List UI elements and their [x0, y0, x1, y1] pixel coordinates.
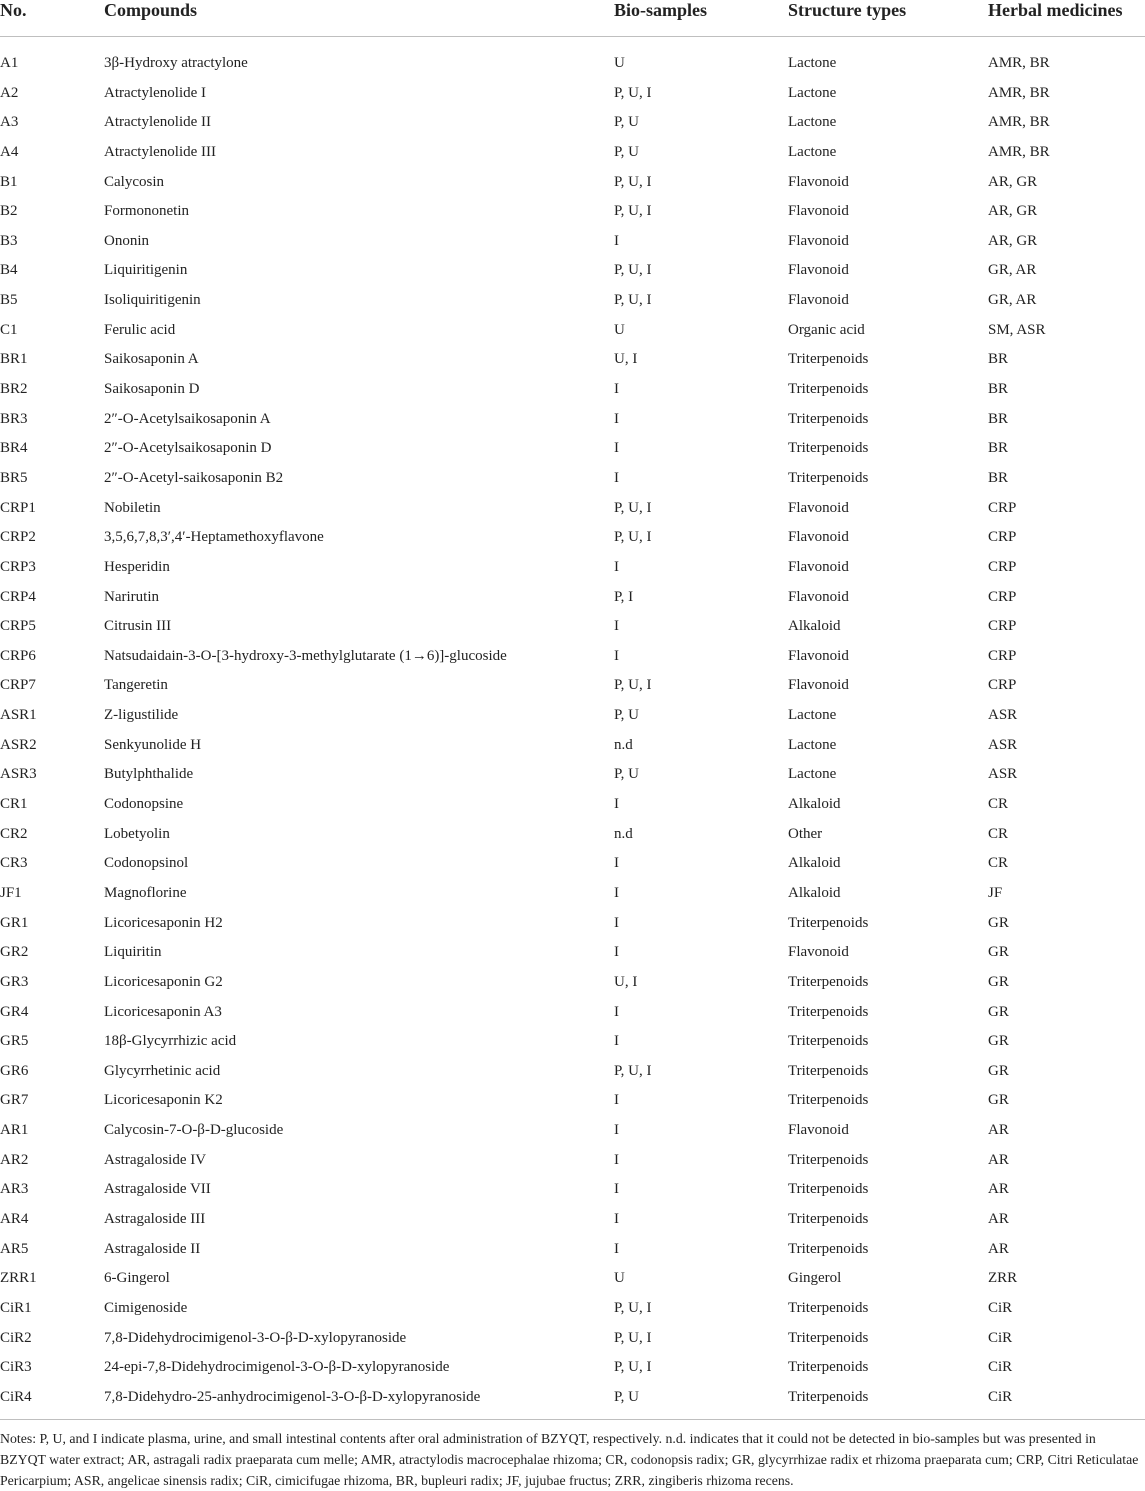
cell-no: JF1	[0, 884, 22, 901]
table-row	[0, 1027, 1145, 1057]
cell-compound: Z-ligustilide	[104, 707, 179, 724]
cell-no: BR1	[0, 351, 28, 368]
cell-herbal-medicine: BR	[988, 381, 1009, 398]
cell-herbal-medicine: AR	[988, 1240, 1009, 1257]
cell-herbal-medicine: GR	[988, 914, 1009, 931]
cell-compound: Citrusin III	[104, 618, 172, 635]
cell-no: GR2	[0, 944, 29, 961]
table-row	[0, 256, 1145, 286]
cell-structure-type: Flavonoid	[788, 558, 849, 575]
cell-compound: Codonopsinol	[104, 855, 189, 872]
cell-structure-type: Triterpenoids	[788, 1299, 869, 1316]
cell-herbal-medicine: AMR, BR	[988, 114, 1050, 131]
cell-no: CRP6	[0, 647, 36, 664]
table-row	[0, 168, 1145, 198]
cell-bio-samples: P, I	[614, 588, 634, 605]
cell-structure-type: Flavonoid	[788, 232, 849, 249]
cell-compound: 2″-O-Acetylsaikosaponin A	[104, 410, 271, 427]
cell-compound: Licoricesaponin H2	[104, 914, 223, 931]
table-row	[0, 1353, 1145, 1383]
cell-bio-samples: P, U, I	[614, 677, 652, 694]
cell-herbal-medicine: CRP	[988, 499, 1017, 516]
table-row	[0, 1086, 1145, 1116]
cell-no: A1	[0, 55, 19, 71]
cell-no: GR6	[0, 1062, 29, 1079]
table-row	[0, 968, 1145, 998]
cell-compound: Hesperidin	[104, 558, 170, 575]
cell-no: B3	[0, 232, 18, 249]
cell-herbal-medicine: CR	[988, 855, 1009, 872]
cell-compound: 18β-Glycyrrhizic acid	[104, 1033, 237, 1050]
cell-structure-type: Flavonoid	[788, 173, 849, 190]
cell-herbal-medicine: GR, AR	[988, 292, 1037, 309]
cell-herbal-medicine: AMR, BR	[988, 84, 1050, 101]
cell-structure-type: Triterpenoids	[788, 1210, 869, 1227]
cell-bio-samples: I	[614, 1151, 619, 1168]
cell-herbal-medicine: SM, ASR	[988, 321, 1046, 338]
cell-no: BR5	[0, 469, 28, 486]
cell-herbal-medicine: CiR	[988, 1299, 1013, 1316]
cell-bio-samples: I	[614, 1003, 619, 1020]
table-row	[0, 790, 1145, 820]
cell-bio-samples: I	[614, 232, 619, 249]
cell-herbal-medicine: ASR	[988, 766, 1018, 783]
cell-no: B5	[0, 292, 18, 309]
cell-no: CRP2	[0, 529, 36, 546]
cell-herbal-medicine: CR	[988, 825, 1009, 842]
cell-herbal-medicine: ASR	[988, 736, 1018, 753]
cell-herbal-medicine: GR, AR	[988, 262, 1037, 279]
table-bottom-rule	[0, 1419, 1145, 1420]
cell-herbal-medicine: AR	[988, 1181, 1009, 1198]
cell-bio-samples: I	[614, 855, 619, 872]
cell-structure-type: Triterpenoids	[788, 1240, 869, 1257]
table-row	[0, 405, 1145, 435]
cell-no: A4	[0, 143, 19, 160]
table-row	[0, 1264, 1145, 1294]
cell-compound: 3,5,6,7,8,3′,4′-Heptamethoxyflavone	[104, 529, 324, 546]
cell-bio-samples: I	[614, 884, 619, 901]
cell-bio-samples: I	[614, 440, 619, 457]
cell-bio-samples: I	[614, 1210, 619, 1227]
cell-compound: Ononin	[104, 232, 149, 249]
table-row	[0, 701, 1145, 731]
cell-herbal-medicine: GR	[988, 1003, 1009, 1020]
table-row	[0, 879, 1145, 909]
cell-structure-type: Triterpenoids	[788, 1329, 869, 1346]
cell-bio-samples: U, I	[614, 973, 638, 990]
cell-compound: Saikosaponin D	[104, 381, 200, 398]
cell-structure-type: Other	[788, 825, 823, 842]
cell-compound: 7,8-Didehydro-25-anhydrocimigenol-3-O-β-D-xylopyranoside	[104, 1388, 481, 1405]
header-no: No.	[0, 0, 27, 20]
cell-bio-samples: P, U	[614, 707, 640, 724]
cell-structure-type: Triterpenoids	[788, 381, 869, 398]
cell-compound: Atractylenolide I	[104, 84, 207, 101]
cell-structure-type: Triterpenoids	[788, 1092, 869, 1109]
table-row	[0, 760, 1145, 790]
cell-bio-samples: P, U, I	[614, 1062, 652, 1079]
cell-structure-type: Triterpenoids	[788, 1388, 869, 1405]
cell-compound: Calycosin	[104, 173, 164, 190]
cell-no: ASR1	[0, 707, 37, 724]
table-row	[0, 464, 1145, 494]
cell-structure-type: Alkaloid	[788, 884, 841, 901]
table-row	[0, 1294, 1145, 1324]
cell-herbal-medicine: CiR	[988, 1388, 1013, 1405]
cell-herbal-medicine: AMR, BR	[988, 55, 1050, 71]
cell-herbal-medicine: ASR	[988, 707, 1018, 724]
table-header	[0, 0, 1145, 37]
table-row	[0, 345, 1145, 375]
cell-compound: Tangeretin	[104, 677, 168, 694]
cell-no: AR1	[0, 1122, 29, 1139]
cell-structure-type: Triterpenoids	[788, 410, 869, 427]
cell-structure-type: Triterpenoids	[788, 914, 869, 931]
table-row	[0, 1116, 1145, 1146]
cell-herbal-medicine: CRP	[988, 529, 1017, 546]
cell-compound: Calycosin-7-O-β-D-glucoside	[104, 1122, 284, 1139]
cell-structure-type: Triterpenoids	[788, 469, 869, 486]
cell-compound: Lobetyolin	[104, 825, 170, 842]
cell-no: GR1	[0, 914, 29, 931]
table-notes: Notes: P, U, and I indicate plasma, urine, and small intestinal contents after oral administration of BZYQT, respectively. n.d. indicates that it could not be detected in bio-samples but was presented in BZYQT water extract; AR, astragali radix praeparata cum melle; AMR, atractylodis macrocephalae rhizoma; CR, codonopsis radix; GR, glycyrrhizae radix et rhizoma praeparata cum; CRP, Citri Reticulatae Pericarpium; ASR, angelicae sinensis radix; CiR, cimicifugae rhizoma, BR, bupleuri radix; JF, jujubae fructus; ZRR, zingiberis rhizoma recens.	[0, 1431, 1139, 1488]
table-row	[0, 583, 1145, 613]
cell-bio-samples: P, U	[614, 1388, 640, 1405]
cell-structure-type: Alkaloid	[788, 796, 841, 813]
cell-compound: Atractylenolide III	[104, 143, 217, 160]
table-row	[0, 375, 1145, 405]
cell-no: GR3	[0, 973, 29, 990]
cell-structure-type: Alkaloid	[788, 855, 841, 872]
cell-no: C1	[0, 321, 18, 338]
table-row	[0, 938, 1145, 968]
cell-herbal-medicine: GR	[988, 1092, 1009, 1109]
cell-compound: Ferulic acid	[104, 321, 176, 338]
table-row	[0, 909, 1145, 939]
table-row	[0, 1146, 1145, 1176]
cell-structure-type: Gingerol	[788, 1270, 842, 1287]
cell-compound: 2″-O-Acetylsaikosaponin D	[104, 440, 272, 457]
cell-bio-samples: U	[614, 321, 625, 338]
cell-herbal-medicine: GR	[988, 1062, 1009, 1079]
cell-herbal-medicine: CiR	[988, 1329, 1013, 1346]
cell-bio-samples: P, U	[614, 143, 640, 160]
cell-bio-samples: P, U, I	[614, 292, 652, 309]
cell-no: CR3	[0, 855, 28, 872]
cell-structure-type: Triterpenoids	[788, 973, 869, 990]
table-row	[0, 642, 1145, 672]
header-herbal-medicines: Herbal medicines	[988, 0, 1123, 20]
table-row	[0, 1235, 1145, 1265]
cell-no: CRP7	[0, 677, 36, 694]
cell-herbal-medicine: AR, GR	[988, 203, 1038, 220]
cell-compound: 24-epi-7,8-Didehydrocimigenol-3-O-β-D-xylopyranoside	[104, 1359, 450, 1376]
cell-herbal-medicine: AR	[988, 1210, 1009, 1227]
cell-herbal-medicine: AR, GR	[988, 232, 1038, 249]
cell-no: BR4	[0, 440, 28, 457]
cell-no: A3	[0, 114, 19, 131]
table-row	[0, 227, 1145, 257]
cell-no: BR2	[0, 381, 28, 398]
cell-no: GR4	[0, 1003, 29, 1020]
cell-no: BR3	[0, 410, 28, 427]
cell-compound: Senkyunolide H	[104, 736, 202, 753]
cell-bio-samples: P, U, I	[614, 529, 652, 546]
cell-structure-type: Alkaloid	[788, 618, 841, 635]
cell-bio-samples: I	[614, 1181, 619, 1198]
cell-bio-samples: I	[614, 647, 619, 664]
cell-herbal-medicine: ZRR	[988, 1270, 1018, 1287]
cell-bio-samples: I	[614, 618, 619, 635]
cell-no: ASR3	[0, 766, 37, 783]
cell-bio-samples: n.d	[614, 825, 633, 842]
cell-compound: Narirutin	[104, 588, 159, 605]
cell-herbal-medicine: CiR	[988, 1359, 1013, 1376]
cell-no: CRP5	[0, 618, 36, 635]
cell-compound: Isoliquiritigenin	[104, 292, 201, 309]
cell-compound: 3β-Hydroxy atractylone	[104, 55, 248, 71]
cell-bio-samples: I	[614, 469, 619, 486]
table-row	[0, 108, 1145, 138]
cell-bio-samples: P, U, I	[614, 1329, 652, 1346]
cell-herbal-medicine: CR	[988, 796, 1009, 813]
cell-bio-samples: P, U, I	[614, 173, 652, 190]
cell-compound: 2″-O-Acetyl-saikosaponin B2	[104, 469, 284, 486]
cell-compound: Codonopsine	[104, 796, 184, 813]
cell-structure-type: Flavonoid	[788, 203, 849, 220]
cell-bio-samples: P, U, I	[614, 84, 652, 101]
cell-bio-samples: U, I	[614, 351, 638, 368]
cell-compound: Astragaloside IV	[104, 1151, 207, 1168]
cell-compound: Licoricesaponin K2	[104, 1092, 223, 1109]
cell-bio-samples: P, U, I	[614, 262, 652, 279]
cell-compound: Nobiletin	[104, 499, 161, 516]
cell-compound: Astragaloside III	[104, 1210, 206, 1227]
cell-no: CR2	[0, 825, 28, 842]
cell-compound: Licoricesaponin G2	[104, 973, 223, 990]
cell-compound: Liquiritin	[104, 944, 162, 961]
cell-structure-type: Lactone	[788, 707, 837, 724]
cell-bio-samples: P, U, I	[614, 1359, 652, 1376]
table-row	[0, 79, 1145, 109]
cell-herbal-medicine: BR	[988, 410, 1009, 427]
table-row	[0, 286, 1145, 316]
cell-structure-type: Organic acid	[788, 321, 865, 338]
table-row	[0, 49, 1145, 79]
cell-no: GR5	[0, 1033, 29, 1050]
cell-structure-type: Triterpenoids	[788, 1181, 869, 1198]
cell-structure-type: Triterpenoids	[788, 1003, 869, 1020]
cell-compound: Formononetin	[104, 203, 189, 220]
cell-structure-type: Flavonoid	[788, 647, 849, 664]
cell-structure-type: Flavonoid	[788, 262, 849, 279]
cell-no: CRP4	[0, 588, 36, 605]
table-row	[0, 553, 1145, 583]
cell-structure-type: Triterpenoids	[788, 1062, 869, 1079]
cell-bio-samples: I	[614, 914, 619, 931]
cell-structure-type: Lactone	[788, 766, 837, 783]
header-structure-types: Structure types	[788, 0, 907, 20]
cell-compound: Astragaloside II	[104, 1240, 201, 1257]
table-row	[0, 731, 1145, 761]
cell-compound: Atractylenolide II	[104, 114, 212, 131]
cell-bio-samples: I	[614, 381, 619, 398]
cell-herbal-medicine: CRP	[988, 647, 1017, 664]
cell-herbal-medicine: BR	[988, 351, 1009, 368]
cell-bio-samples: I	[614, 1092, 619, 1109]
cell-compound: Glycyrrhetinic acid	[104, 1062, 221, 1079]
cell-structure-type: Flavonoid	[788, 588, 849, 605]
cell-no: CiR1	[0, 1299, 32, 1316]
cell-structure-type: Flavonoid	[788, 292, 849, 309]
cell-bio-samples: P, U, I	[614, 1299, 652, 1316]
cell-structure-type: Triterpenoids	[788, 1033, 869, 1050]
table-row	[0, 1324, 1145, 1354]
cell-structure-type: Flavonoid	[788, 677, 849, 694]
table-row	[0, 1175, 1145, 1205]
cell-no: B1	[0, 173, 18, 190]
table-row	[0, 1383, 1145, 1413]
table-row	[0, 998, 1145, 1028]
cell-herbal-medicine: CRP	[988, 677, 1017, 694]
table-row	[0, 494, 1145, 524]
table-row	[0, 138, 1145, 168]
cell-no: AR4	[0, 1210, 29, 1227]
cell-bio-samples: P, U	[614, 766, 640, 783]
cell-no: CiR2	[0, 1329, 32, 1346]
table-row	[0, 1057, 1145, 1087]
header-compounds: Compounds	[104, 0, 198, 20]
cell-no: CR1	[0, 796, 28, 813]
table-row	[0, 434, 1145, 464]
cell-no: A2	[0, 84, 19, 101]
cell-compound: 7,8-Didehydrocimigenol-3-O-β-D-xylopyranoside	[104, 1329, 407, 1346]
cell-bio-samples: I	[614, 410, 619, 427]
table-row	[0, 523, 1145, 553]
cell-structure-type: Flavonoid	[788, 1122, 849, 1139]
cell-herbal-medicine: AMR, BR	[988, 143, 1050, 160]
table-row	[0, 612, 1145, 642]
cell-no: GR7	[0, 1092, 29, 1109]
cell-herbal-medicine: CRP	[988, 618, 1017, 635]
cell-no: CiR3	[0, 1359, 32, 1376]
cell-compound: Natsudaidain-3-O-[3-hydroxy-3-methylglutarate (1→6)]-glucoside	[104, 647, 507, 664]
cell-no: ASR2	[0, 736, 37, 753]
cell-herbal-medicine: CRP	[988, 558, 1017, 575]
cell-herbal-medicine: BR	[988, 469, 1009, 486]
cell-bio-samples: I	[614, 796, 619, 813]
table-row	[0, 820, 1145, 850]
cell-no: AR5	[0, 1240, 29, 1257]
cell-bio-samples: U	[614, 55, 625, 71]
cell-bio-samples: I	[614, 1122, 619, 1139]
cell-structure-type: Flavonoid	[788, 499, 849, 516]
cell-structure-type: Triterpenoids	[788, 1359, 869, 1376]
cell-no: CRP1	[0, 499, 36, 516]
cell-bio-samples: n.d	[614, 736, 633, 753]
table-row	[0, 1205, 1145, 1235]
cell-structure-type: Triterpenoids	[788, 440, 869, 457]
cell-bio-samples: I	[614, 558, 619, 575]
cell-herbal-medicine: AR, GR	[988, 173, 1038, 190]
cell-herbal-medicine: GR	[988, 973, 1009, 990]
cell-bio-samples: I	[614, 944, 619, 961]
cell-structure-type: Lactone	[788, 114, 837, 131]
cell-bio-samples: P, U, I	[614, 203, 652, 220]
cell-herbal-medicine: GR	[988, 1033, 1009, 1050]
cell-no: CRP3	[0, 558, 36, 575]
cell-no: ZRR1	[0, 1270, 37, 1287]
cell-herbal-medicine: BR	[988, 440, 1009, 457]
cell-compound: Saikosaponin A	[104, 351, 199, 368]
cell-structure-type: Lactone	[788, 143, 837, 160]
table-row	[0, 316, 1145, 346]
cell-no: B4	[0, 262, 18, 279]
table-row	[0, 849, 1145, 879]
cell-herbal-medicine: JF	[988, 884, 1003, 901]
cell-no: AR2	[0, 1151, 29, 1168]
cell-bio-samples: I	[614, 1240, 619, 1257]
cell-structure-type: Lactone	[788, 736, 837, 753]
table-body	[0, 49, 1145, 1412]
cell-compound: Licoricesaponin A3	[104, 1003, 222, 1020]
cell-herbal-medicine: CRP	[988, 588, 1017, 605]
cell-structure-type: Lactone	[788, 55, 837, 71]
cell-herbal-medicine: AR	[988, 1122, 1009, 1139]
cell-compound: 6-Gingerol	[104, 1270, 170, 1287]
cell-structure-type: Triterpenoids	[788, 1151, 869, 1168]
cell-bio-samples: P, U	[614, 114, 640, 131]
cell-compound: Liquiritigenin	[104, 262, 188, 279]
cell-structure-type: Flavonoid	[788, 944, 849, 961]
cell-no: B2	[0, 203, 18, 220]
cell-compound: Cimigenoside	[104, 1299, 188, 1316]
cell-bio-samples: U	[614, 1270, 625, 1287]
table-row	[0, 197, 1145, 227]
header-bio-samples: Bio-samples	[614, 0, 708, 20]
cell-compound: Astragaloside VII	[104, 1181, 211, 1198]
cell-bio-samples: I	[614, 1033, 619, 1050]
table-row	[0, 671, 1145, 701]
cell-structure-type: Triterpenoids	[788, 351, 869, 368]
cell-herbal-medicine: AR	[988, 1151, 1009, 1168]
cell-bio-samples: P, U, I	[614, 499, 652, 516]
cell-herbal-medicine: GR	[988, 944, 1009, 961]
cell-structure-type: Lactone	[788, 84, 837, 101]
cell-structure-type: Flavonoid	[788, 529, 849, 546]
cell-no: AR3	[0, 1181, 29, 1198]
cell-compound: Butylphthalide	[104, 766, 194, 783]
cell-no: CiR4	[0, 1388, 32, 1405]
cell-compound: Magnoflorine	[104, 884, 187, 901]
